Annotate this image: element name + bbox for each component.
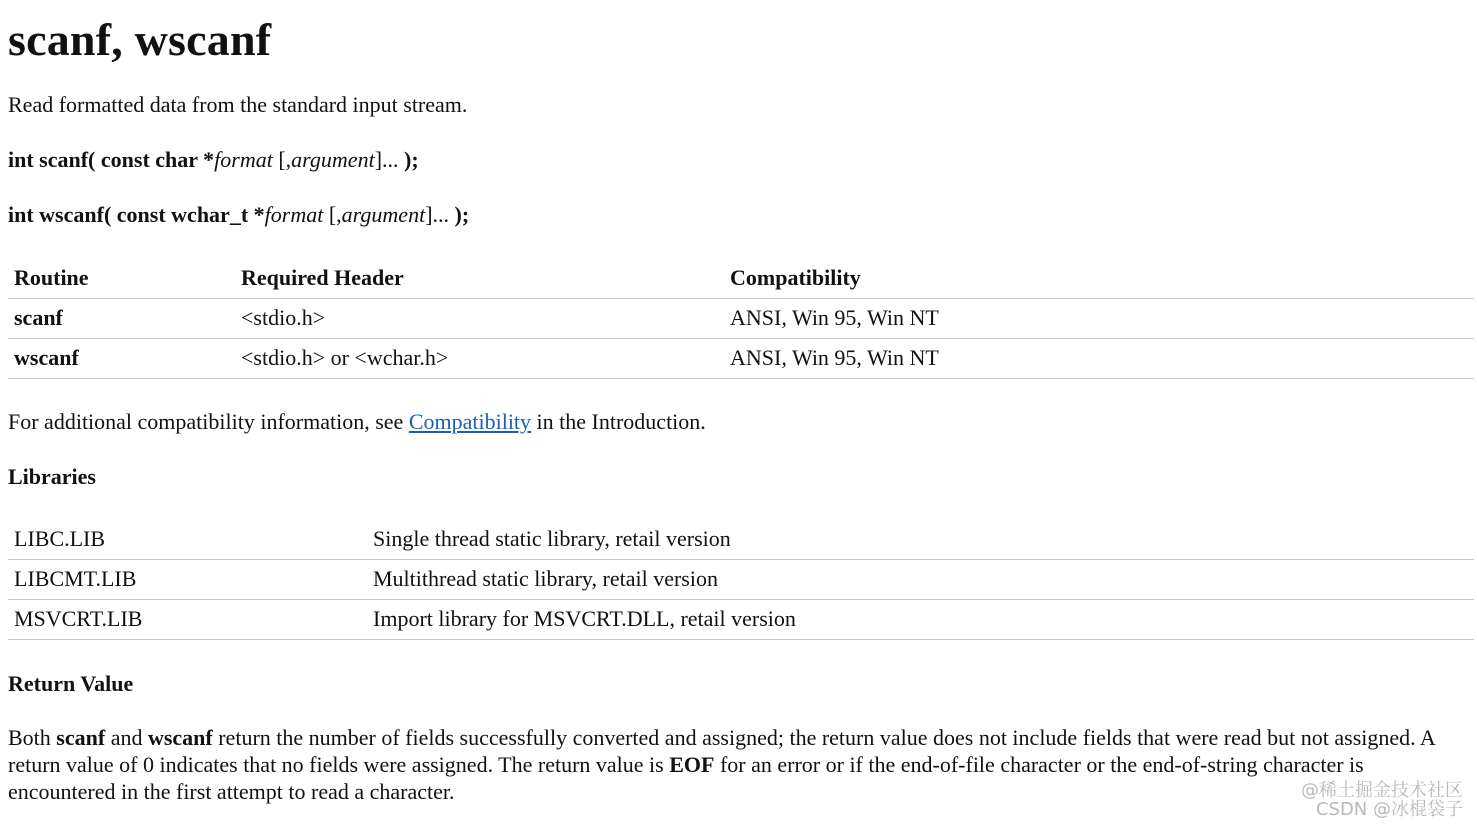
compatibility-cell: ANSI, Win 95, Win NT [730,345,939,371]
table-row [8,338,1474,378]
watermark-line: CSDN @冰棍袋子 [1315,799,1463,820]
table-header-row [8,258,1474,298]
prototype-signature: int scanf( const char * [8,147,215,172]
library-description-cell: Multithread static library, retail version [373,566,718,592]
watermark-line: @稀土掘金技术社区 [1301,780,1463,801]
libraries-heading: Libraries [8,464,96,489]
library-description-cell: Import library for MSVCRT.DLL, retail version [373,606,796,632]
return-text-bold: scanf [56,725,106,750]
watermark [1301,781,1463,819]
libraries-table [8,519,1474,640]
routine-cell: scanf [14,305,63,331]
prototype-opt-arg: argument [291,147,375,172]
column-header-routine: Routine [14,265,89,290]
library-name-cell: MSVCRT.LIB [14,606,143,632]
compat-note-after: in the Introduction. [531,409,706,434]
header-cell: <stdio.h> or <wchar.h> [241,345,449,371]
summary-text: Read formatted data from the standard input stream. [8,92,468,117]
compatibility-note [8,408,706,436]
page-title: scanf, wscanf [8,14,272,65]
return-value-heading: Return Value [8,671,134,696]
compatibility-link[interactable]: Compatibility [408,409,532,434]
prototype-param: format [214,147,273,172]
return-text-bold: wscanf [147,725,213,750]
prototype-scanf [8,146,419,174]
prototype-opt-arg: argument [341,202,426,227]
prototype-opt-close: ]... [374,147,399,172]
return-text-bold: EOF [669,752,715,777]
prototype-param: format [264,202,324,227]
column-header-required-header: Required Header [241,265,404,290]
compatibility-cell: ANSI, Win 95, Win NT [730,305,939,331]
return-text-part: return the number of fields successfully converted and assigned; the return value does not include fields that were read but not assigned. A return value of 0 indicates that no fields were assigned. The return value is [8,725,1435,777]
prototype-signature: int wscanf( const wchar_t * [8,202,265,227]
prototype-opt-open: [, [272,147,292,172]
return-text-part: and [105,725,148,750]
library-name-cell: LIBC.LIB [14,526,106,551]
header-cell: <stdio.h> [241,305,326,331]
prototype-end: ); [398,147,419,172]
return-text-part: for an error or if the end-of-file character or the end-of-string character is encountered in the first attempt to read a character. [8,752,1364,804]
library-name-cell: LIBCMT.LIB [14,566,137,592]
prototype-end: ); [449,202,470,227]
table-row [8,519,1474,559]
prototype-wscanf [8,201,469,229]
library-description-cell: Single thread static library, retail version [373,526,731,551]
compatibility-table [8,258,1474,379]
table-row [8,559,1474,599]
table-row [8,599,1474,639]
column-header-compatibility: Compatibility [730,265,861,290]
prototype-opt-open: [, [323,202,342,227]
routine-cell: wscanf [14,345,79,371]
compat-note-before: For additional compatibility information, see [8,409,409,434]
return-value-text [8,724,1458,805]
return-text-part: Both [8,725,57,750]
table-row [8,298,1474,338]
prototype-opt-close: ]... [425,202,450,227]
